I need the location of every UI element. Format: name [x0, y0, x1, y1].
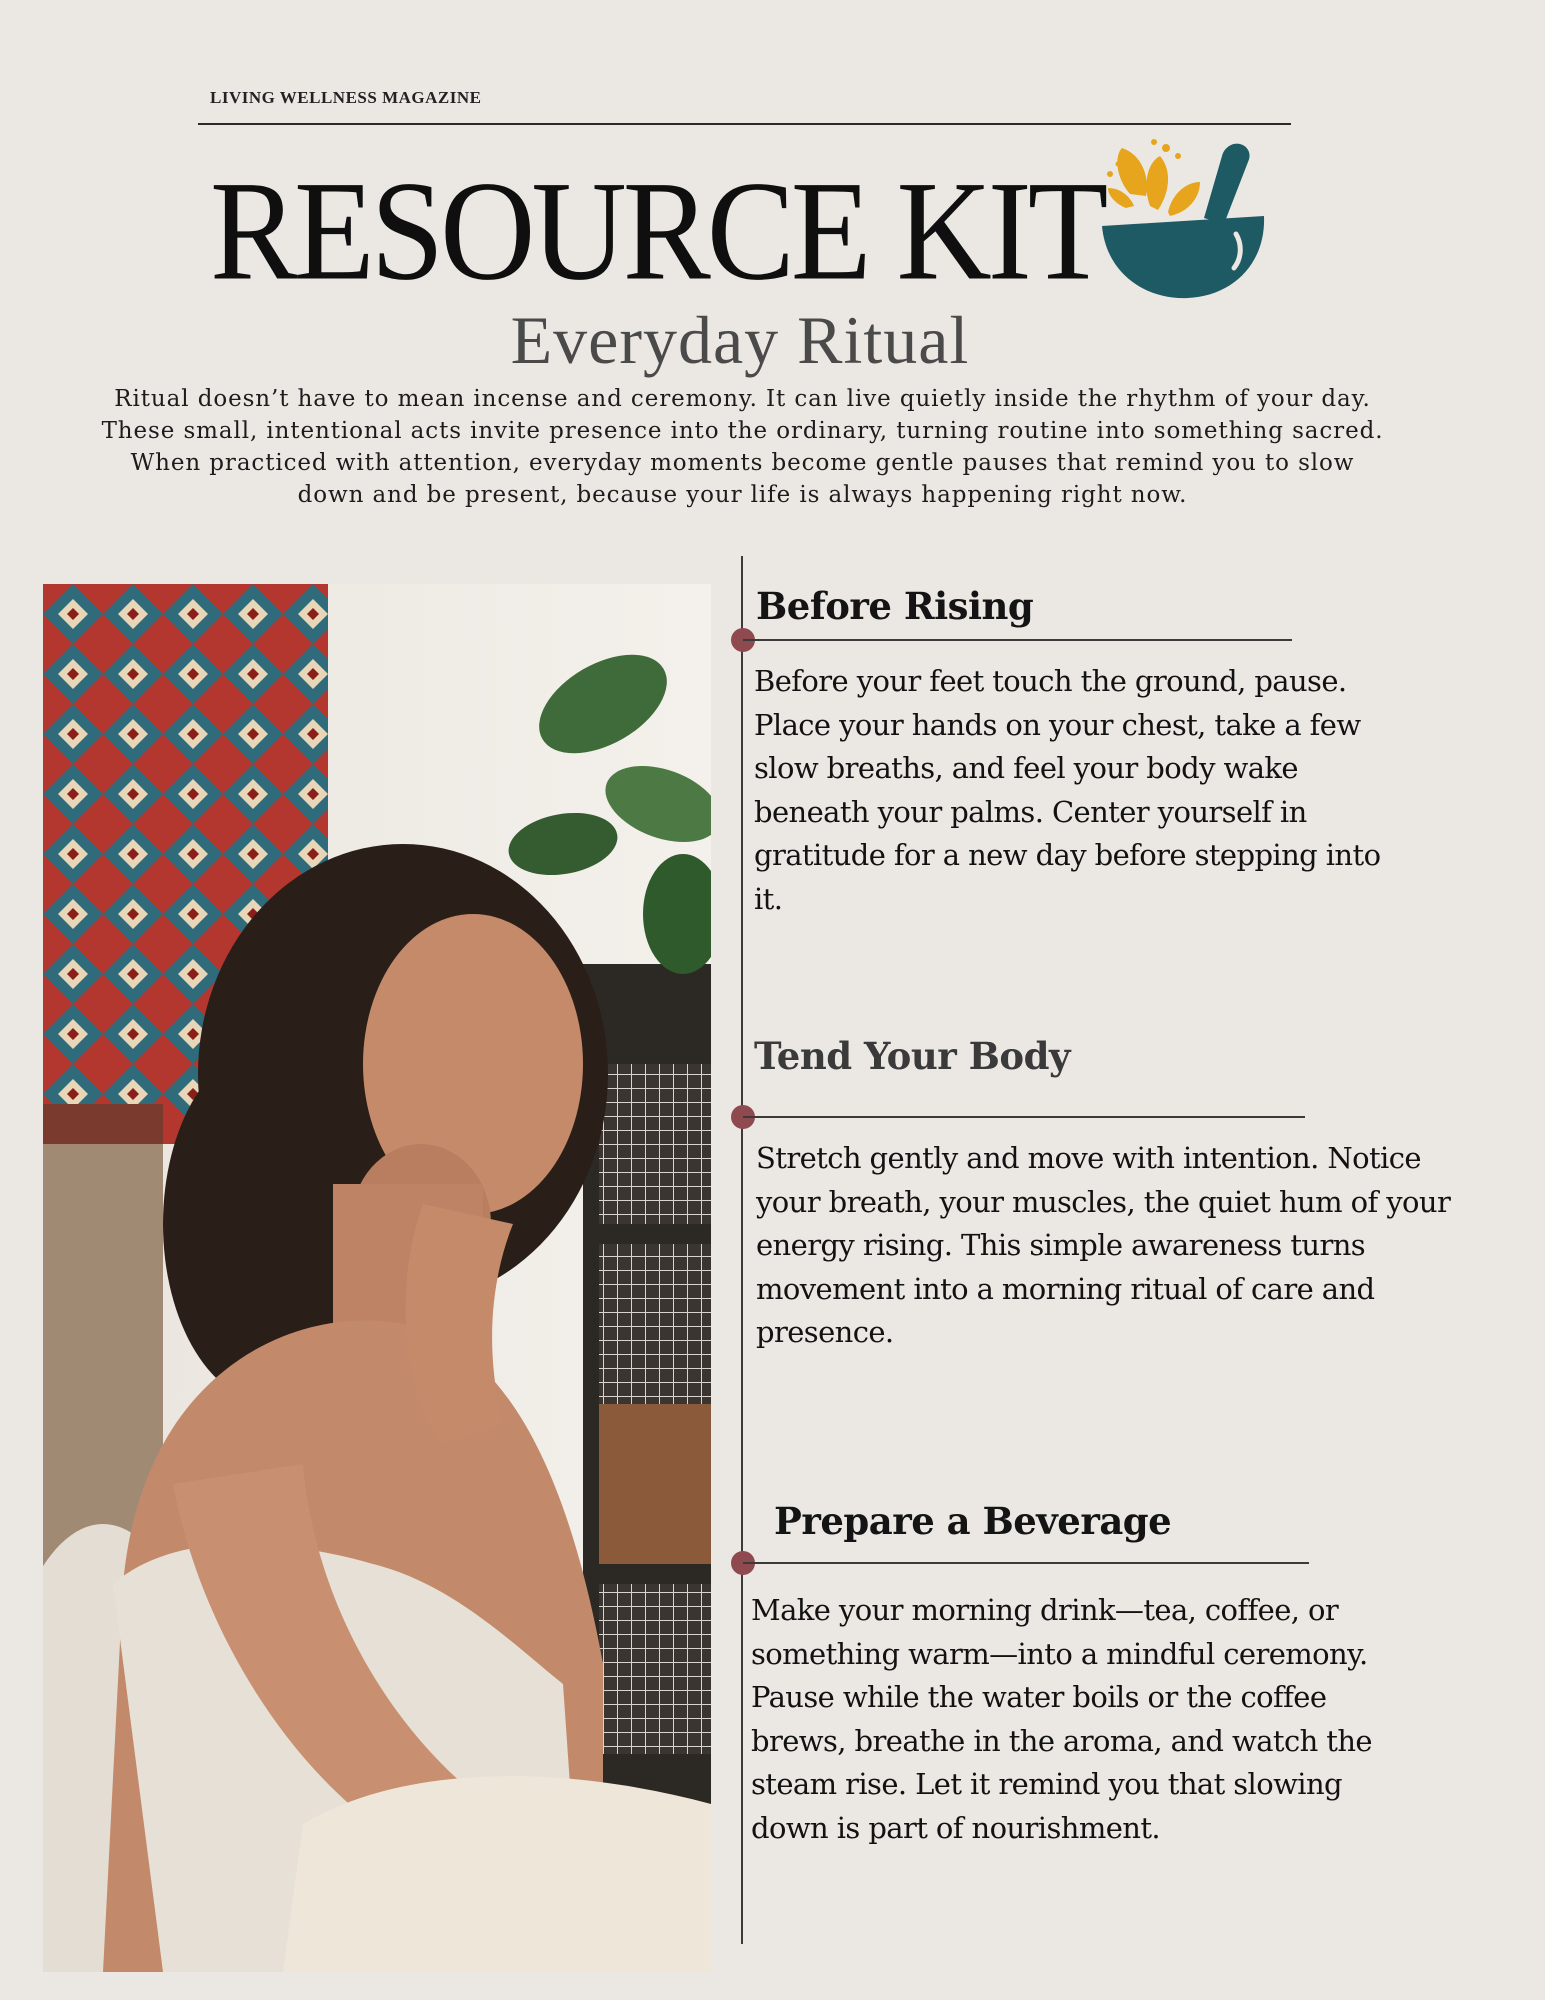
section-heading-tend-your-body: Tend Your Body — [754, 1034, 1070, 1078]
timeline-line — [741, 556, 743, 1944]
section-body-before-rising: Before your feet touch the ground, pause. Place your hands on your chest, take a few slow breaths, and feel your body wake beneath your palms. Center yourself in gratitude for a new day before stepping into it. — [754, 664, 1381, 916]
section-divider — [743, 1116, 1305, 1118]
section-body-prepare-a-beverage: Make your morning drink—tea, coffee, or something warm—into a mindful ceremony. Pause while the water boils or the coffee brews, breathe in the aroma, and watch the steam rise. Let it remind you that slowing down is part of nourishment. — [751, 1593, 1372, 1845]
mortar-and-pestle-icon — [1096, 134, 1272, 310]
section-body-tend-your-body: Stretch gently and move with intention. Notice your breath, your muscles, the quiet hum of your energy rising. This simple awareness turns movement into a morning ritual of care and presence. — [756, 1141, 1451, 1349]
intro-paragraph: Ritual doesn’t have to mean incense and ceremony. It can live quietly inside the rhythm of your day. These small, intentional acts invite presence into the ordinary, turning routine into something sacred. When practiced with attention, everyday moments become gentle pauses that remind you to slow down and be present, because your life is always happening right now. — [101, 386, 1384, 508]
section-heading-prepare-a-beverage: Prepare a Beverage — [774, 1499, 1172, 1543]
page-title: RESOURCE KIT — [210, 151, 1105, 310]
page-subtitle: Everyday Ritual — [510, 302, 970, 378]
section-divider — [743, 639, 1292, 641]
magazine-masthead: LIVING WELLNESS MAGAZINE — [210, 88, 482, 107]
section-heading-before-rising: Before Rising — [756, 584, 1034, 628]
woman-by-window-photo — [43, 584, 711, 1972]
header-divider — [198, 123, 1291, 125]
section-divider — [743, 1562, 1309, 1564]
